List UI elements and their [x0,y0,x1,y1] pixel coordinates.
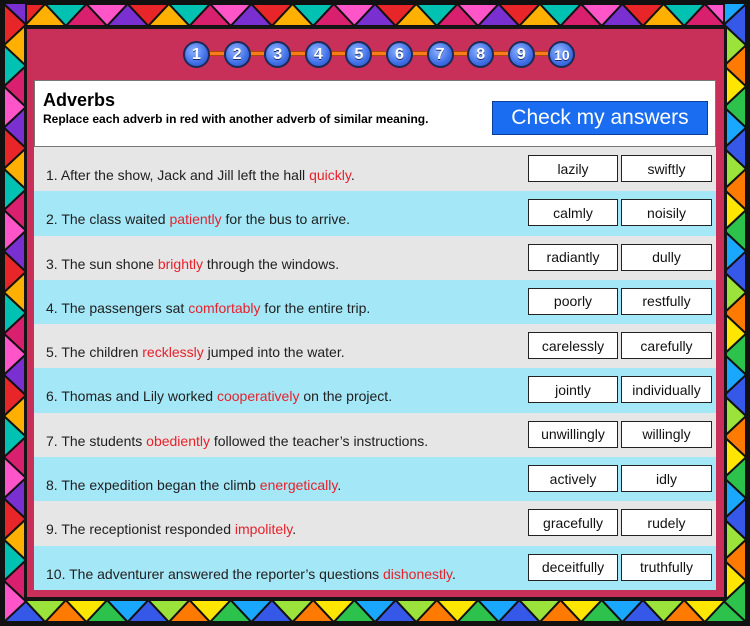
sentence-before: The students [61,432,147,449]
red-adverb: brightly [157,255,203,272]
red-adverb: dishonestly [383,565,453,582]
red-adverb: impolitely [234,521,293,538]
answer-option-2[interactable]: carefully [621,332,712,359]
answer-option-2[interactable]: willingly [621,421,712,448]
question-number: 10. [46,565,66,582]
sentence-after: . [337,477,342,494]
sentence-before: The receptionist responded [61,521,235,538]
question-number: 1. [46,167,58,183]
question-number: 6. [46,388,58,405]
question-row [34,147,716,191]
question-number: 4. [46,299,58,316]
sentence-after: for the entire trip. [260,299,371,316]
question-row [34,191,716,235]
sentence-after: . [452,565,456,582]
answer-option-1[interactable]: deceitfully [528,554,618,581]
answer-option-2[interactable]: dully [621,244,712,271]
page-7-button[interactable]: 7 [427,41,454,68]
page-navigation [0,0,750,80]
answer-option-1[interactable]: lazily [528,155,618,182]
page-10-button[interactable]: 10 [548,41,575,68]
page-9-button[interactable]: 9 [508,41,535,68]
page-1-button[interactable]: 1 [183,41,210,68]
question-text [46,433,428,449]
answer-option-2[interactable]: swiftly [621,155,712,182]
sentence-before: The sun shone [61,255,158,272]
question-number: 5. [46,344,58,361]
question-text [46,566,456,582]
question-row [34,457,716,501]
red-adverb: patiently [169,211,222,228]
question-text [46,521,296,537]
sentence-after: through the windows. [202,255,340,272]
red-adverb: obediently [146,432,210,449]
red-adverb: cooperatively [216,388,300,405]
sentence-after: for the bus to arrive. [221,211,351,228]
answer-option-1[interactable]: unwillingly [528,421,618,448]
question-list [34,147,716,590]
sentence-before: The expedition began the climb [61,477,260,494]
sentence-before: The children [61,344,143,361]
answer-option-1[interactable]: calmly [528,199,618,226]
answer-option-2[interactable]: noisily [621,199,712,226]
page-4-button[interactable]: 4 [305,41,332,68]
answer-option-1[interactable]: carelessly [528,332,618,359]
page-3-button[interactable]: 3 [264,41,291,68]
sentence-before: The passengers sat [61,299,189,316]
red-adverb: energetically [259,477,338,494]
question-text [46,388,392,404]
question-text [46,477,341,493]
question-number: 7. [46,432,58,449]
answer-option-1[interactable]: actively [528,465,618,492]
sentence-after: . [350,167,355,183]
answer-option-2[interactable]: truthfully [621,554,712,581]
question-row [34,413,716,457]
question-text [46,344,345,360]
page-2-button[interactable]: 2 [224,41,251,68]
question-row [34,280,716,324]
question-text [46,167,355,183]
question-number: 2. [46,211,58,228]
sentence-after: . [292,521,297,538]
sentence-after: jumped into the water. [203,344,345,361]
question-number: 3. [46,255,58,272]
page-8-button[interactable]: 8 [467,41,494,68]
question-row [34,546,716,590]
question-number: 8. [46,477,58,494]
red-adverb: recklessly [142,344,204,361]
sentence-before: Thomas and Lily worked [61,388,217,405]
answer-option-1[interactable]: radiantly [528,244,618,271]
sentence-before: The class waited [61,211,170,228]
red-adverb: comfortably [188,299,261,316]
sentence-before: After the show, Jack and Jill left the hall [60,167,310,183]
red-adverb: quickly [309,167,351,183]
sentence-after: followed the teacher’s instructions. [209,432,429,449]
page-6-button[interactable]: 6 [386,41,413,68]
sentence-after: on the project. [299,388,393,405]
question-text [46,300,370,316]
question-text [46,211,350,227]
question-row [34,236,716,280]
question-number: 9. [46,521,58,538]
instruction-text: Replace each adverb in red with another adverb of similar meaning. [43,112,429,126]
question-text [46,256,339,272]
answer-option-2[interactable]: restfully [621,288,712,315]
page-5-button[interactable]: 5 [345,41,372,68]
answer-option-2[interactable]: idly [621,465,712,492]
question-row [34,368,716,412]
answer-option-1[interactable]: gracefully [528,509,618,536]
sentence-before: The adventurer answered the reporter’s questions [69,565,383,582]
answer-option-1[interactable]: jointly [528,376,618,403]
answer-option-2[interactable]: rudely [621,509,712,536]
check-answers-button[interactable]: Check my answers [492,101,708,135]
answer-option-1[interactable]: poorly [528,288,618,315]
question-row [34,501,716,545]
page-title: Adverbs [43,90,116,110]
question-row [34,324,716,368]
header-card [34,80,716,147]
answer-option-2[interactable]: individually [621,376,712,403]
